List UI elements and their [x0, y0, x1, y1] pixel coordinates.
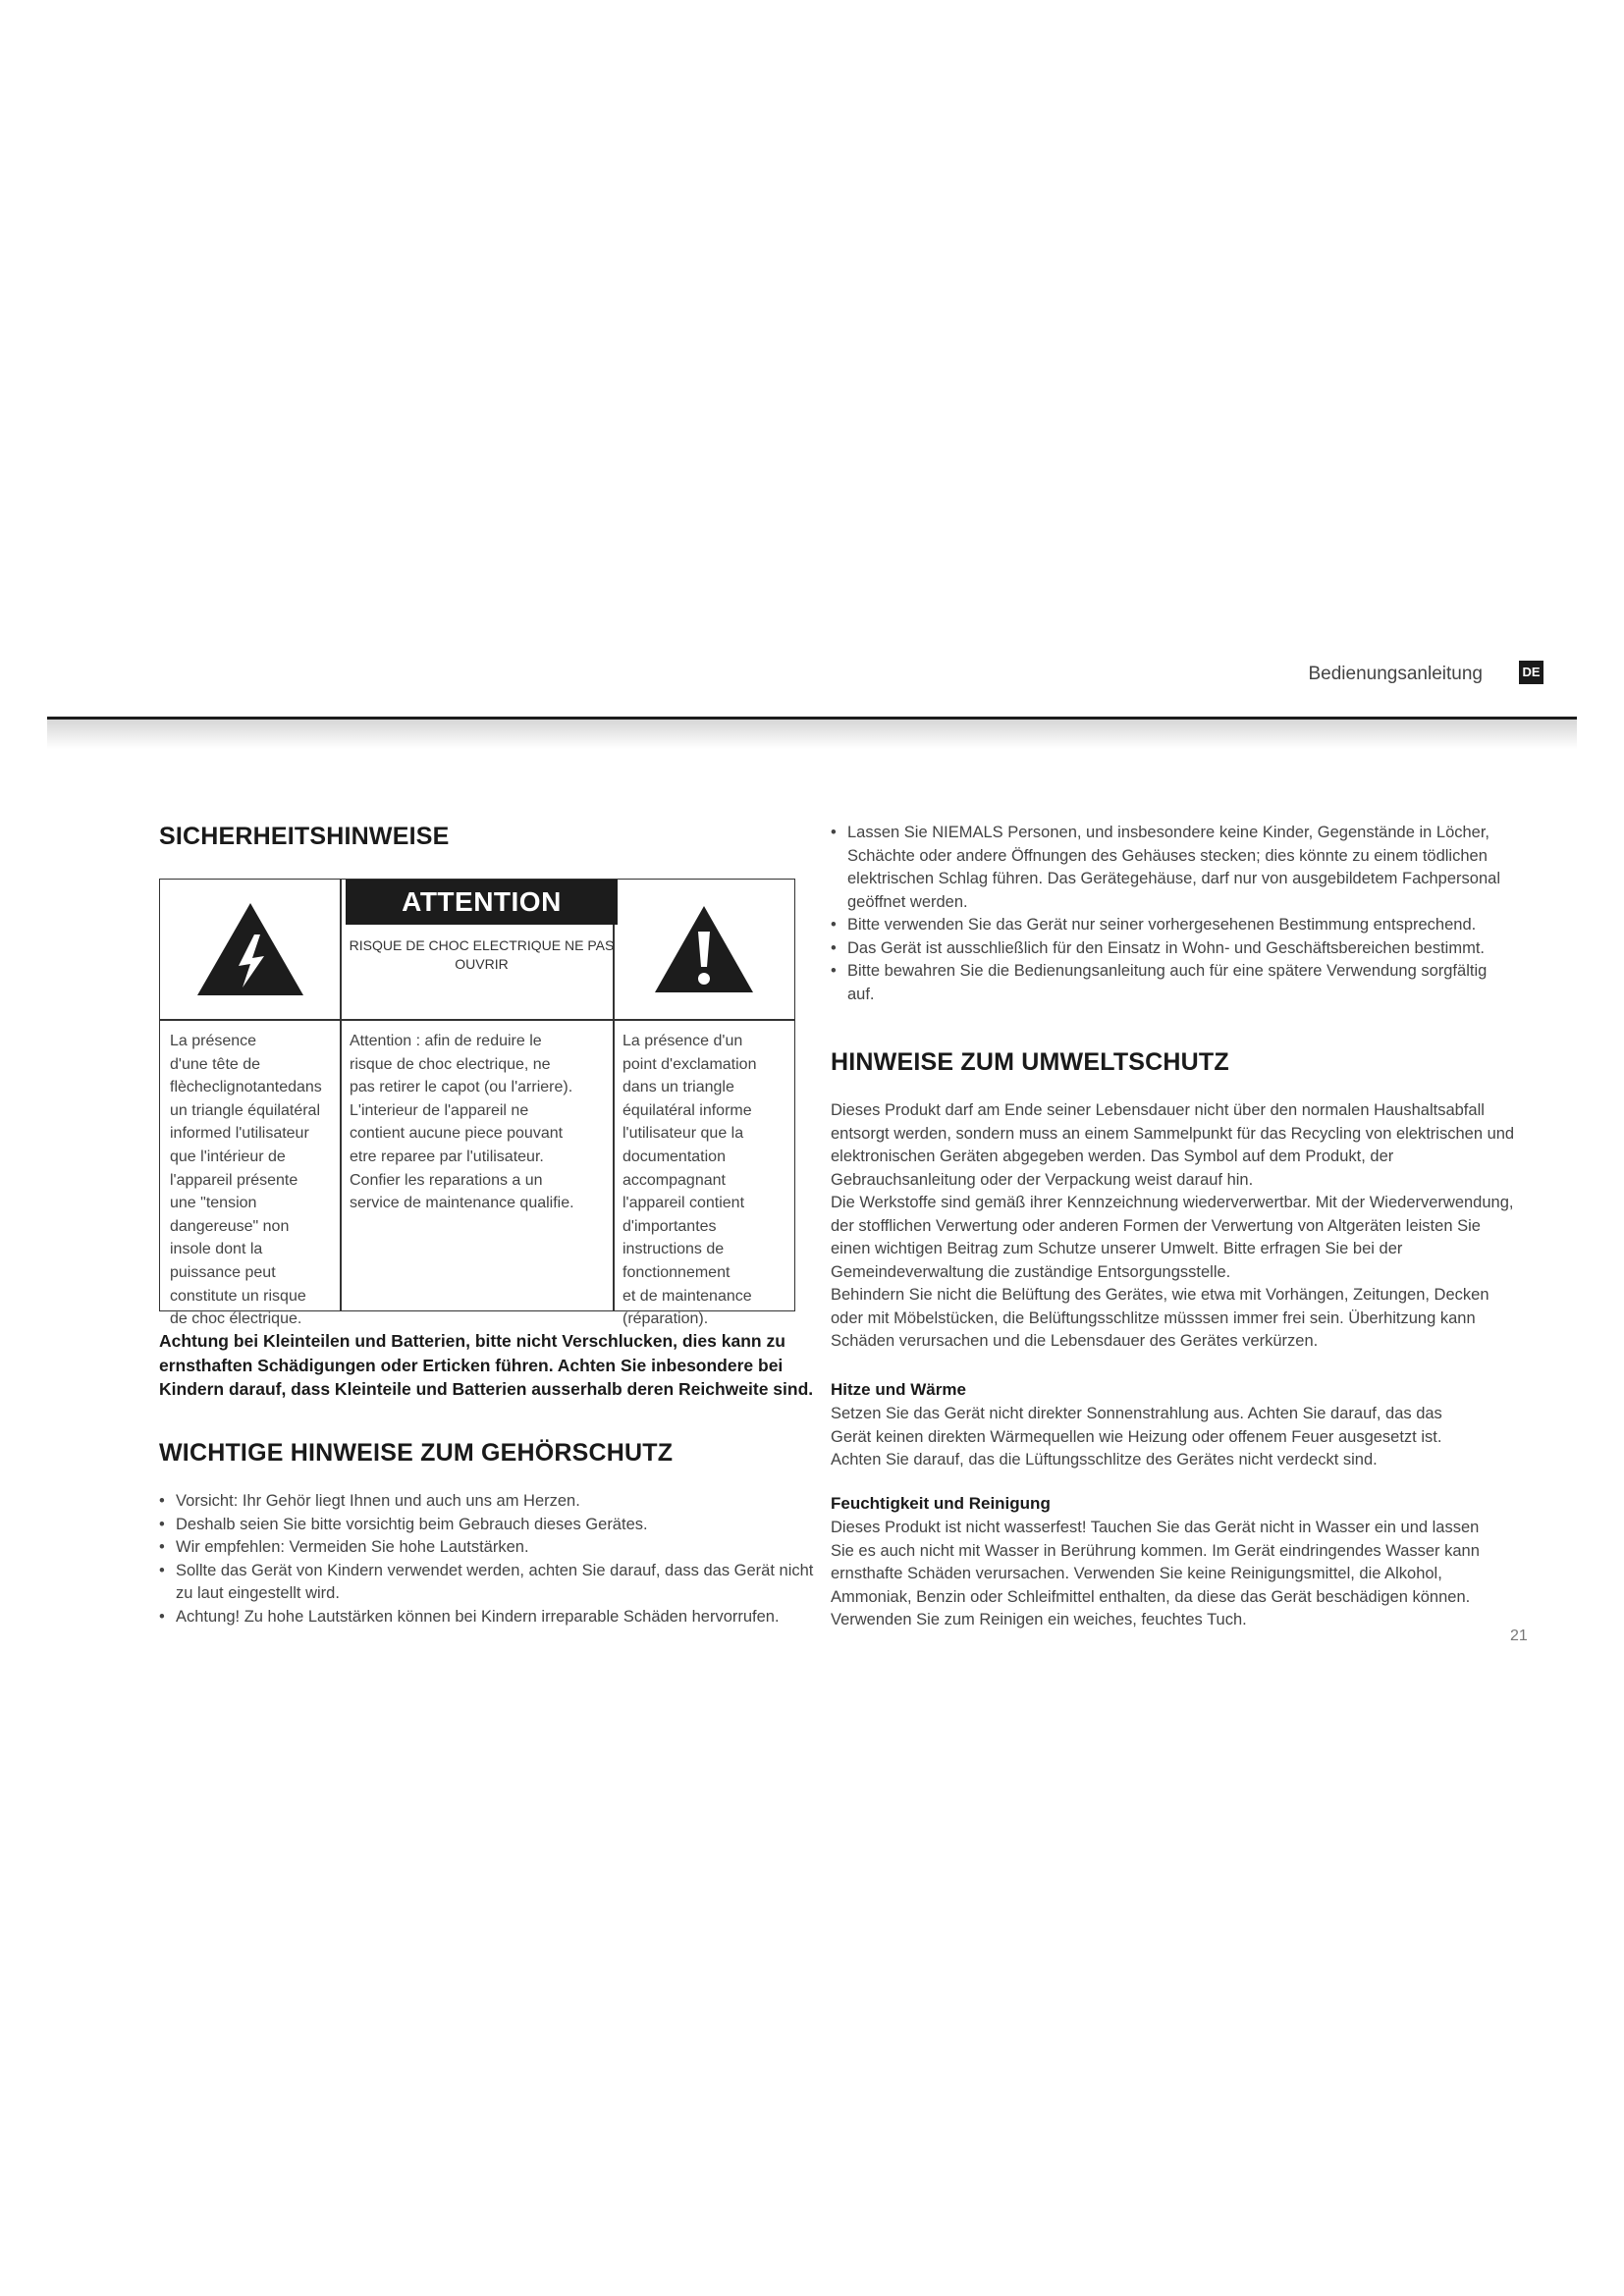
environment-heading: HINWEISE ZUM UMWELTSCHUTZ	[831, 1048, 1229, 1076]
humidity-heading: Feuchtigkeit und Reinigung	[831, 1494, 1051, 1513]
hearing-heading: WICHTIGE HINWEISE ZUM GEHÖRSCHUTZ	[159, 1439, 674, 1467]
electric-shock-warning-icon	[160, 880, 340, 1019]
warning-table	[159, 879, 795, 1328]
page-number: 21	[1510, 1628, 1528, 1644]
table-middle-text: Attention : afin de reduire le risque de choc electrique, ne pas retirer le capot (ou l'arriere). L'interieur de l'appareil ne contient aucune piece pouvant etre reparee par l'utilisateur. Confier les reparations a un service de maintenance qualifie.	[350, 1033, 574, 1212]
list-item: • Deshalb seien Sie bitte vorsichtig beim Gebrauch dieses Gerätes.	[159, 1514, 817, 1537]
manual-title: Bedienungsanleitung	[1308, 664, 1483, 684]
table-left-text: La présence d'une tête de flècheclignotantedans un triangle équilatéral informed l'utilisateur que l'intérieur de l'appareil présente une "tension dangereuse" non insole dont la puissance peut constitute un risque de choc électrique.	[170, 1033, 322, 1328]
list-item: • Wir empfehlen: Vermeiden Sie hohe Lautstärken.	[159, 1536, 817, 1560]
safety-heading: SICHERHEITSHINWEISE	[159, 823, 450, 850]
table-divider	[160, 1019, 794, 1021]
heat-text: Setzen Sie das Gerät nicht direkter Sonnenstrahlung aus. Achten Sie darauf, das das Gerät keinen direkten Wärmequellen wie Heizung oder offenem Feuer ausgesetzt ist. Achten Sie darauf, das die Lüftungsschlitze des Gerätes nicht verdeckt sind.	[831, 1405, 1442, 1468]
attention-banner: ATTENTION	[346, 880, 618, 925]
humidity-text: Dieses Produkt ist nicht wasserfest! Tauchen Sie das Gerät nicht in Wasser ein und lassen Sie es auch nicht mit Wasser in Berührung kommen. Im Gerät eindringendes Wasser kann ernsthafte Schäden verursachen. Verwenden Sie keine Reinigungsmittel, die Alkohol, Ammoniak, Benzin oder Schleifmittel enthalten, da diese das Gerät beschädigen können. Verwenden Sie zum Reinigen ein weiches, feuchtes Tuch.	[831, 1519, 1480, 1629]
environment-text: Dieses Produkt darf am Ende seiner Lebensdauer nicht über den normalen Haushaltsabfall entsorgt werden, sondern muss an einem Sammelpunkt für das Recycling von elektrischen und elektronischen Geräten abgegeben werden. Das Symbol auf dem Produkt, der Gebrauchsanleitung oder der Verpackung weist darauf hin. Die Werkstoffe sind gemäß ihrer Kennzeichnung wiederverwertbar. Mit der Wiederverwendung, der stofflichen Verwertung oder anderen Formen der Verwertung von Altgeräten leisten Sie einen wichtigen Beitrag zum Schutze unserer Umwelt. Bitte erfragen Sie bei der Gemeindeverwaltung die zuständige Entsorgungsstelle. Behindern Sie nicht die Belüftung des Gerätes, wie etwa mit Vorhängen, Zeitungen, Decken oder mit Möbelstücken, die Belüftungsschlitze müsssen immer frei sein. Überhitzung kann Schäden verursachen und die Lebensdauer des Gerätes verkürzen.	[831, 1101, 1515, 1350]
heat-heading: Hitze und Wärme	[831, 1380, 966, 1399]
attention-subtitle: RISQUE DE CHOC ELECTRIQUE NE PAS OUVRIR	[349, 937, 615, 972]
exclamation-warning-icon	[613, 880, 794, 1019]
hearing-list	[159, 1490, 817, 1629]
list-item: • Achtung! Zu hohe Lautstärken können bei Kindern irreparable Schäden hervorrufen.	[159, 1606, 817, 1629]
list-item: • Das Gerät ist ausschließlich für den Einsatz in Wohn- und Geschäftsbereichen bestimmt.	[831, 937, 1518, 961]
list-item: • Sollte das Gerät von Kindern verwendet werden, achten Sie darauf, dass das Gerät nicht zu laut eingestellt wird.	[159, 1560, 817, 1606]
header-shadow	[47, 720, 1577, 749]
small-parts-warning: Achtung bei Kleinteilen und Batterien, bitte nicht Verschlucken, dies kann zu ernsthaften Schädigungen oder Erticken führen. Achten Sie inbesondere bei Kindern darauf, dass Kleinteile und Batterien ausserhalb deren Reichweite sind.	[159, 1331, 814, 1399]
table-right-text: La présence d'un point d'exclamation dans un triangle équilatéral informe l'utilisateur que la documentation accompagnant l'appareil contient d'importantes instructions de fonctionnement et de maintenance (réparation).	[623, 1033, 757, 1328]
safety-list-continued	[831, 822, 1518, 1006]
language-badge: DE	[1519, 661, 1543, 684]
table-divider	[340, 880, 342, 1310]
list-item: • Bitte bewahren Sie die Bedienungsanleitung auch für eine spätere Verwendung sorgfältig auf.	[831, 960, 1518, 1006]
list-item: • Vorsicht: Ihr Gehör liegt Ihnen und auch uns am Herzen.	[159, 1490, 817, 1514]
list-item: • Bitte verwenden Sie das Gerät nur seiner vorhergesehenen Bestimmung entsprechend.	[831, 914, 1518, 937]
list-item: • Lassen Sie NIEMALS Personen, und insbesondere keine Kinder, Gegenstände in Löcher, Schächte oder andere Öffnungen des Gehäuses stecken; dies könnte zu einem tödlichen elektrischen Schlag führen. Das Gerätegehäuse, darf nur von ausgebildetem Fachpersonal geöffnet werden.	[831, 822, 1518, 914]
